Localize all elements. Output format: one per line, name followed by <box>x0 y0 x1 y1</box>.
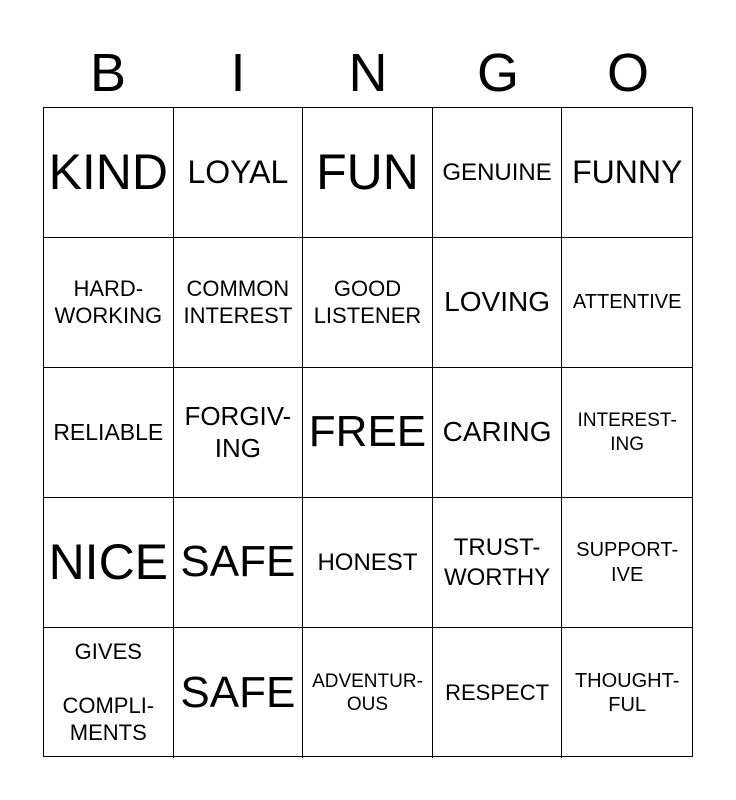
bingo-cell free-space[interactable]: FREE <box>303 368 433 498</box>
bingo-cell[interactable]: TRUST- WORTHY <box>433 498 563 628</box>
bingo-cell[interactable]: SAFE <box>174 498 304 628</box>
board-row <box>44 108 692 238</box>
bingo-cell[interactable]: INTEREST- ING <box>562 368 692 498</box>
bingo-cell[interactable]: NICE <box>44 498 174 628</box>
bingo-cell[interactable]: LOYAL <box>174 108 304 238</box>
board-row <box>44 498 692 628</box>
bingo-header <box>43 40 693 106</box>
bingo-cell[interactable]: THOUGHT- FUL <box>574 669 680 716</box>
bingo-cell[interactable]: GOOD LISTENER <box>303 238 433 368</box>
bingo-cell[interactable]: GENUINE <box>433 108 563 238</box>
bingo-cell[interactable]: LOVING <box>433 238 563 368</box>
header-letter-n: N <box>348 43 388 103</box>
bingo-cell[interactable]: GIVES COMPLI- MENTS <box>44 628 174 758</box>
bingo-cell[interactable]: ATTENTIVE <box>562 238 692 368</box>
board-row <box>44 368 692 498</box>
header-letter-i: I <box>230 43 246 103</box>
bingo-cell[interactable]: ADVENTUR- OUS <box>303 628 433 758</box>
bingo-cell[interactable]: HONEST <box>303 498 433 628</box>
bingo-cell[interactable]: RELIABLE <box>44 368 174 498</box>
bingo-cell[interactable]: FUNNY <box>562 108 692 238</box>
bingo-cell[interactable]: SAFE <box>174 628 304 758</box>
header-letter-o: O <box>606 43 649 103</box>
bingo-cell[interactable]: KIND <box>44 108 174 238</box>
header-letter-b: B <box>89 43 127 103</box>
board-row <box>44 628 692 758</box>
bingo-board <box>43 107 693 757</box>
board-row <box>44 238 692 368</box>
bingo-cell[interactable]: RESPECT <box>433 628 563 758</box>
header-letter-g: G <box>476 43 519 103</box>
bingo-cell[interactable]: HARD- WORKING <box>44 238 174 368</box>
bingo-cell[interactable]: FUN <box>303 108 433 238</box>
bingo-cell[interactable]: FORGIV- ING <box>174 368 304 498</box>
bingo-cell[interactable]: COMMON INTEREST <box>174 238 304 368</box>
bingo-cell[interactable]: CARING <box>433 368 563 498</box>
bingo-cell[interactable]: SUPPORT- IVE <box>562 498 692 628</box>
